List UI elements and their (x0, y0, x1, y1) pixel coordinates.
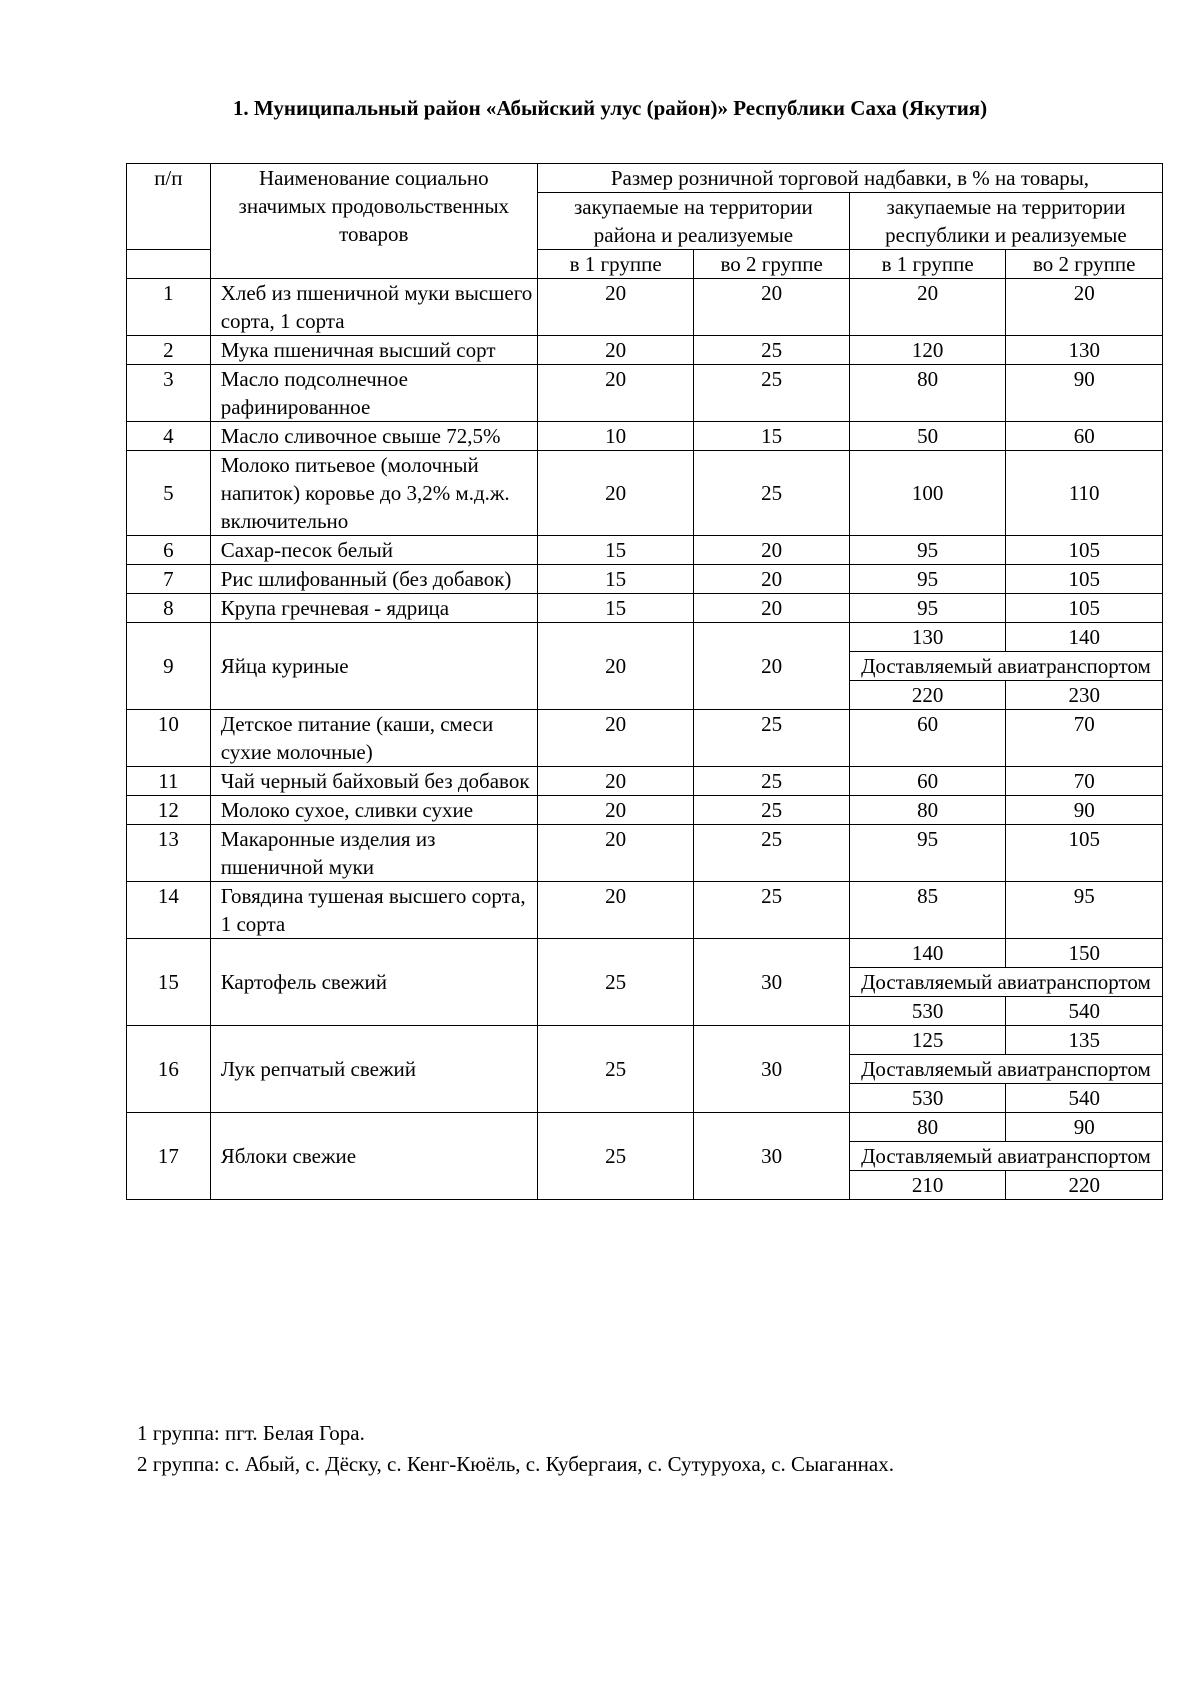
row-number: 15 (127, 939, 211, 1026)
row-rep-g1: 95 (849, 565, 1006, 594)
row-product-name: Крупа гречневая - ядрица (210, 594, 537, 623)
row-number: 14 (127, 882, 211, 939)
table-row (127, 365, 1163, 422)
table-row (127, 336, 1163, 365)
row-rep-g2: 105 (1006, 536, 1163, 565)
row-rep-g2: 105 (1006, 825, 1163, 882)
header-rep-g1: в 1 группе (849, 250, 1006, 279)
row-number: 13 (127, 825, 211, 882)
row-number: 4 (127, 422, 211, 451)
table-row (127, 422, 1163, 451)
row-number: 9 (127, 623, 211, 710)
row-local-g1: 20 (537, 279, 694, 336)
row-local-g2: 25 (694, 710, 849, 767)
row-product-name: Молоко питьевое (молочный напиток) коровье до 3,2% м.д.ж. включительно (210, 451, 537, 536)
row-rep-g1: 50 (849, 422, 1006, 451)
row-local-g1: 20 (537, 365, 694, 422)
row-local-g1: 25 (537, 1026, 694, 1113)
row-local-g2: 25 (694, 336, 849, 365)
air-delivery-label: Доставляемый авиатранспортом (849, 1142, 1162, 1171)
row-rep-g1: 140 (849, 939, 1006, 968)
row-local-g2: 25 (694, 451, 849, 536)
table-row (127, 1026, 1163, 1055)
row-local-g2: 25 (694, 365, 849, 422)
row-product-name: Сахар-песок белый (210, 536, 537, 565)
row-local-g1: 20 (537, 882, 694, 939)
page-title: 1. Муниципальный район «Абыйский улус (район)» Республики Саха (Якутия) (232, 96, 988, 120)
table-row (127, 1113, 1163, 1142)
note-group1: 1 группа: пгт. Белая Гора. (137, 1421, 365, 1445)
row-rep-g2: 105 (1006, 594, 1163, 623)
row-rep-g1: 80 (849, 365, 1006, 422)
row-rep-g2: 105 (1006, 565, 1163, 594)
row-local-g1: 15 (537, 536, 694, 565)
markup-table (126, 163, 1163, 1200)
row-number: 3 (127, 365, 211, 422)
table-row (127, 825, 1163, 882)
row-air-g1: 530 (849, 997, 1006, 1026)
row-number: 6 (127, 536, 211, 565)
row-rep-g1: 120 (849, 336, 1006, 365)
row-number: 1 (127, 279, 211, 336)
row-product-name: Лук репчатый свежий (210, 1026, 537, 1113)
table-row (127, 710, 1163, 767)
row-rep-g1: 95 (849, 825, 1006, 882)
row-rep-g2: 130 (1006, 336, 1163, 365)
row-rep-g1: 20 (849, 279, 1006, 336)
row-product-name: Масло подсолнечное рафинированное (210, 365, 537, 422)
row-rep-g2: 90 (1006, 796, 1163, 825)
row-product-name: Чай черный байховый без добавок (210, 767, 537, 796)
table-row (127, 796, 1163, 825)
row-local-g2: 30 (694, 1113, 849, 1200)
row-rep-g1: 130 (849, 623, 1006, 652)
row-air-g2: 230 (1006, 681, 1163, 710)
row-air-g1: 220 (849, 681, 1006, 710)
row-air-g1: 210 (849, 1171, 1006, 1200)
row-number: 12 (127, 796, 211, 825)
row-local-g1: 20 (537, 451, 694, 536)
row-number: 17 (127, 1113, 211, 1200)
air-delivery-label: Доставляемый авиатранспортом (849, 968, 1162, 997)
row-product-name: Мука пшеничная высший сорт (210, 336, 537, 365)
row-rep-g2: 70 (1006, 710, 1163, 767)
row-local-g1: 15 (537, 565, 694, 594)
row-local-g2: 20 (694, 536, 849, 565)
table-row (127, 623, 1163, 652)
row-rep-g2: 110 (1006, 451, 1163, 536)
row-local-g1: 20 (537, 623, 694, 710)
row-rep-g2: 70 (1006, 767, 1163, 796)
row-product-name: Масло сливочное свыше 72,5% (210, 422, 537, 451)
row-number: 8 (127, 594, 211, 623)
row-rep-g2: 140 (1006, 623, 1163, 652)
header-num-blank (127, 250, 211, 279)
row-local-g2: 30 (694, 1026, 849, 1113)
row-local-g1: 20 (537, 710, 694, 767)
table-row (127, 279, 1163, 336)
row-rep-g2: 150 (1006, 939, 1163, 968)
row-local-g2: 20 (694, 565, 849, 594)
row-local-g2: 25 (694, 767, 849, 796)
row-number: 11 (127, 767, 211, 796)
row-air-g1: 530 (849, 1084, 1006, 1113)
table-row (127, 939, 1163, 968)
row-rep-g1: 60 (849, 710, 1006, 767)
row-rep-g1: 95 (849, 594, 1006, 623)
row-rep-g2: 20 (1006, 279, 1163, 336)
row-local-g2: 30 (694, 939, 849, 1026)
row-rep-g1: 85 (849, 882, 1006, 939)
row-product-name: Макаронные изделия из пшеничной муки (210, 825, 537, 882)
header-local: закупаемые на территории района и реализуемые (537, 193, 849, 250)
row-local-g2: 15 (694, 422, 849, 451)
note-group2: 2 группа: с. Абый, с. Дёску, с. Кенг-Кюёль, с. Кубергаия, с. Сутуруоха, с. Сыаганнах. (137, 1452, 894, 1476)
header-local-g2: во 2 группе (694, 250, 849, 279)
row-local-g2: 20 (694, 594, 849, 623)
row-local-g1: 25 (537, 939, 694, 1026)
row-rep-g1: 80 (849, 796, 1006, 825)
row-air-g2: 540 (1006, 1084, 1163, 1113)
row-rep-g1: 125 (849, 1026, 1006, 1055)
row-rep-g1: 80 (849, 1113, 1006, 1142)
header-markup: Размер розничной торговой надбавки, в % на товары, (537, 164, 1162, 193)
header-republic: закупаемые на территории республики и реализуемые (849, 193, 1162, 250)
table-row (127, 882, 1163, 939)
header-local-g1: в 1 группе (537, 250, 694, 279)
row-rep-g2: 135 (1006, 1026, 1163, 1055)
row-product-name: Рис шлифованный (без добавок) (210, 565, 537, 594)
header-name: Наименование социально значимых продовольственных товаров (210, 164, 537, 279)
table-row (127, 451, 1163, 536)
row-number: 16 (127, 1026, 211, 1113)
row-product-name: Детское питание (каши, смеси сухие молочные) (210, 710, 537, 767)
row-number: 10 (127, 710, 211, 767)
row-local-g1: 20 (537, 336, 694, 365)
table-row (127, 594, 1163, 623)
air-delivery-label: Доставляемый авиатранспортом (849, 652, 1162, 681)
row-air-g2: 540 (1006, 997, 1163, 1026)
row-number: 7 (127, 565, 211, 594)
table-row (127, 536, 1163, 565)
footnotes (137, 1418, 894, 1480)
row-product-name: Яйца куриные (210, 623, 537, 710)
header-rep-g2: во 2 группе (1006, 250, 1163, 279)
row-number: 2 (127, 336, 211, 365)
row-local-g1: 20 (537, 825, 694, 882)
table-row (127, 767, 1163, 796)
row-rep-g1: 60 (849, 767, 1006, 796)
row-local-g2: 20 (694, 279, 849, 336)
row-local-g1: 25 (537, 1113, 694, 1200)
air-delivery-label: Доставляемый авиатранспортом (849, 1055, 1162, 1084)
row-air-g2: 220 (1006, 1171, 1163, 1200)
table-body (127, 279, 1163, 1200)
row-rep-g1: 100 (849, 451, 1006, 536)
table-row (127, 565, 1163, 594)
row-rep-g1: 95 (849, 536, 1006, 565)
row-local-g1: 15 (537, 594, 694, 623)
row-local-g1: 10 (537, 422, 694, 451)
row-product-name: Молоко сухое, сливки сухие (210, 796, 537, 825)
row-rep-g2: 90 (1006, 1113, 1163, 1142)
row-product-name: Картофель свежий (210, 939, 537, 1026)
row-local-g2: 20 (694, 623, 849, 710)
row-rep-g2: 60 (1006, 422, 1163, 451)
row-rep-g2: 90 (1006, 365, 1163, 422)
row-product-name: Говядина тушеная высшего сорта, 1 сорта (210, 882, 537, 939)
row-product-name: Хлеб из пшеничной муки высшего сорта, 1 сорта (210, 279, 537, 336)
row-product-name: Яблоки свежие (210, 1113, 537, 1200)
row-number: 5 (127, 451, 211, 536)
row-local-g2: 25 (694, 825, 849, 882)
row-local-g2: 25 (694, 882, 849, 939)
row-local-g1: 20 (537, 767, 694, 796)
row-local-g2: 25 (694, 796, 849, 825)
row-rep-g2: 95 (1006, 882, 1163, 939)
header-num: п/п (127, 164, 211, 250)
row-local-g1: 20 (537, 796, 694, 825)
